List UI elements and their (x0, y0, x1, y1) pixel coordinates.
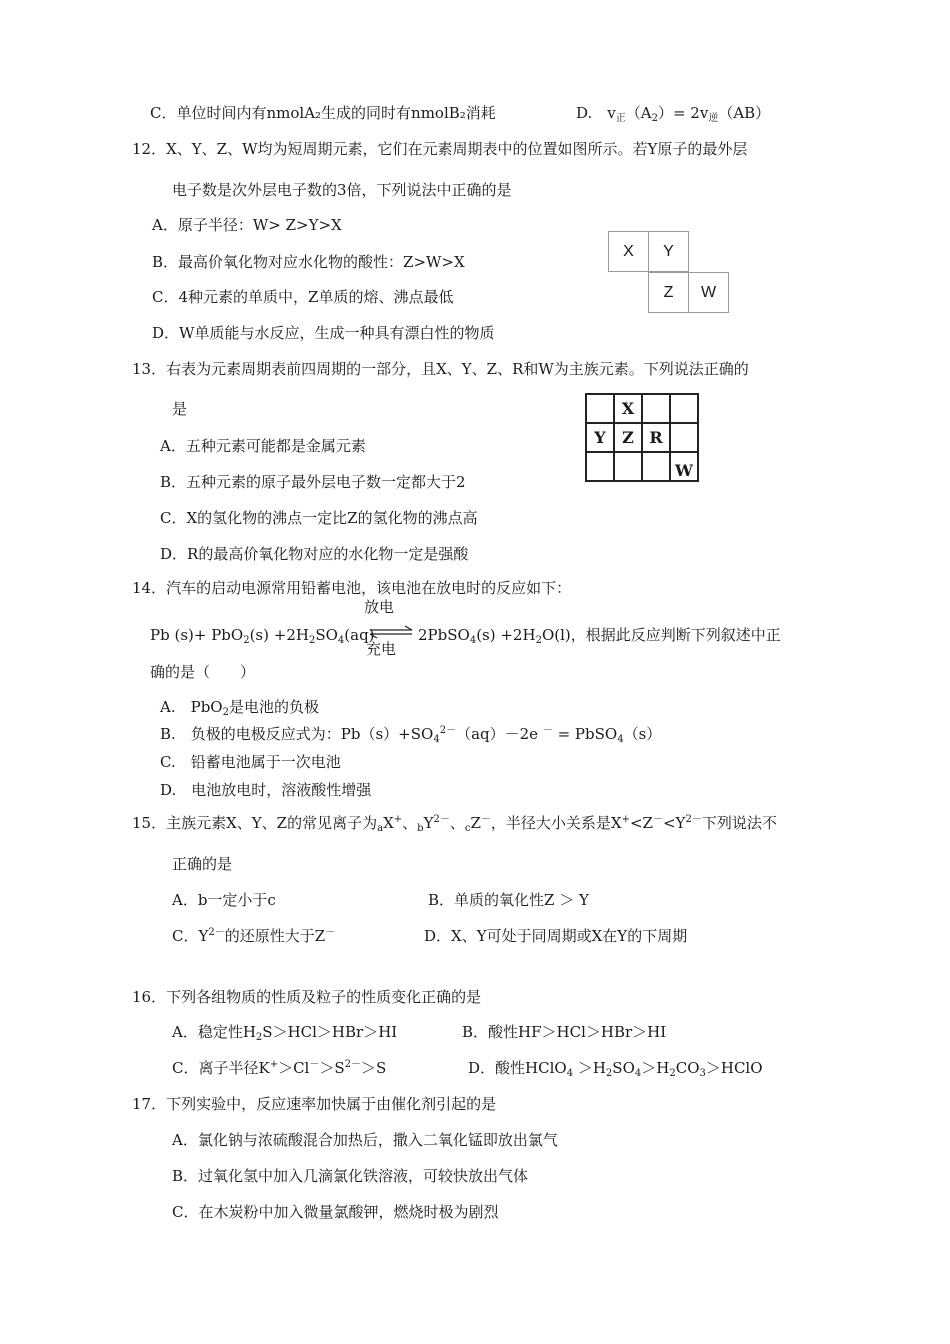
q14-option-a: A. PbO$_2$是电池的负极 (160, 698, 319, 718)
q14-option-b: B. 负极的电极反应式为：$Pb(s)+SO_4^{2-}(aq)-2e$ － = PbSO$_4$（s） (160, 725, 662, 745)
table-cell: X (614, 394, 642, 423)
q14-discharge-label: 放电 (364, 598, 395, 616)
table-cell: R (642, 423, 670, 452)
q15-option-d: D．X、Y可处于同周期或X在Y的下周期 (424, 927, 688, 945)
q15-option-a: A．b一定小于c (172, 891, 276, 909)
q16-stem: 16．下列各组物质的性质及粒子的性质变化正确的是 (132, 988, 482, 1006)
q17-option-b: B．过氧化氢中加入几滴氯化铁溶液，可较快放出气体 (172, 1167, 529, 1185)
q14-option-d: D. 电池放电时，溶液酸性增强 (160, 781, 372, 799)
q15-option-c: C．$Y^{2-}$的还原性大于Z－ (172, 927, 336, 945)
q13-periodic-table (585, 393, 699, 482)
q13-option-c: C．X的氢化物的沸点一定比Z的氢化物的沸点高 (160, 509, 478, 527)
q16-option-a: A．稳定性$H_2S>HCl>HBr>HI$ (172, 1023, 398, 1043)
q12-periodic-grid (608, 231, 730, 313)
q12-option-a: A．原子半径：W> Z>Y>X (152, 216, 342, 234)
q13-option-a: A．五种元素可能都是金属元素 (160, 437, 366, 455)
table-cell: Y (586, 423, 614, 452)
table-cell (670, 394, 698, 423)
q12-stem-line1: 12．X、Y、Z、W均为短周期元素，它们在元素周期表中的位置如图所示。若Y原子的最外层 (132, 140, 748, 158)
q12-option-b: B．最高价氧化物对应水化物的酸性：Z>W>X (152, 253, 465, 271)
table-cell (642, 452, 670, 481)
q14-charge-label: 充电 (366, 640, 397, 658)
table-cell (670, 423, 698, 452)
grid-cell-w: W (688, 272, 729, 313)
q17-stem: 17．下列实验中，反应速率加快属于由催化剂引起的是 (132, 1095, 497, 1113)
q14-stem-tail: 确的是（ ） (150, 663, 256, 681)
q13-stem-line1: 13．右表为元素周期表前四周期的一部分，且X、Y、Z、R和W为主族元素。下列说法正确的 (132, 360, 749, 378)
q12-option-c: C．4种元素的单质中，Z单质的熔、沸点最低 (152, 288, 454, 306)
q15-stem-line1: 15．主族元素X、Y、Z的常见离子为$_a$X+、$_bY^{2-}$、$_c$Z－，半径大小关系是$X^+<Z^-<Y^{2-}$下列说法不 (132, 814, 777, 834)
q17-option-a: A．氯化钠与浓硫酸混合加热后，撒入二氧化锰即放出氯气 (172, 1131, 558, 1149)
q12-option-d: D．W单质能与水反应，生成一种具有漂白性的物质 (152, 324, 495, 342)
q13-stem-line2: 是 (172, 400, 188, 418)
table-cell: W (670, 452, 698, 481)
q16-option-d: D．酸性HClO$_4$ $>H_2SO_4>H_2CO_3>HClO$ (468, 1059, 763, 1079)
table-cell (642, 394, 670, 423)
grid-cell-x: X (608, 231, 649, 272)
q14-option-c: C. 铅蓄电池属于一次电池 (160, 753, 341, 771)
q16-option-b: B．酸性HF＞HCl＞HBr＞HI (462, 1023, 667, 1041)
grid-cell-z: Z (648, 272, 689, 313)
q13-option-b: B．五种元素的原子最外层电子数一定都大于2 (160, 473, 466, 491)
table-cell (614, 452, 642, 481)
table-cell (586, 452, 614, 481)
q13-option-d: D．R的最高价氧化物对应的水化物一定是强酸 (160, 545, 469, 563)
q17-option-c: C．在木炭粉中加入微量氯酸钾，燃烧时极为剧烈 (172, 1203, 499, 1221)
q14-equation-left: Pb $(s)+ PbO_2(s) +2H_2SO_4(aq)$ (150, 626, 375, 646)
q12-stem-line2: 电子数是次外层电子数的3倍，下列说法中正确的是 (172, 181, 512, 199)
q16-option-c: C．离子半径$K^+>Cl^->S^{2-}>S$ (172, 1059, 387, 1077)
q11-option-d: D. $v_正(A_2)= 2v_逆(AB)$ (576, 104, 771, 124)
q14-stem: 14．汽车的启动电源常用铅蓄电池，该电池在放电时的反应如下： (132, 579, 572, 597)
q11-option-c: C．单位时间内有nmolA₂生成的同时有nmolB₂消耗 (150, 104, 496, 122)
q14-equation-right: 2PbSO$_4$(s) $+2H_2O(l)$，根据此反应判断下列叙述中正 (418, 626, 781, 646)
q15-option-b: B．单质的氧化性Z ＞ Y (428, 891, 589, 909)
grid-cell-y: Y (648, 231, 689, 272)
q15-stem-line2: 正确的是 (172, 855, 233, 873)
table-cell (586, 394, 614, 423)
table-cell: Z (614, 423, 642, 452)
